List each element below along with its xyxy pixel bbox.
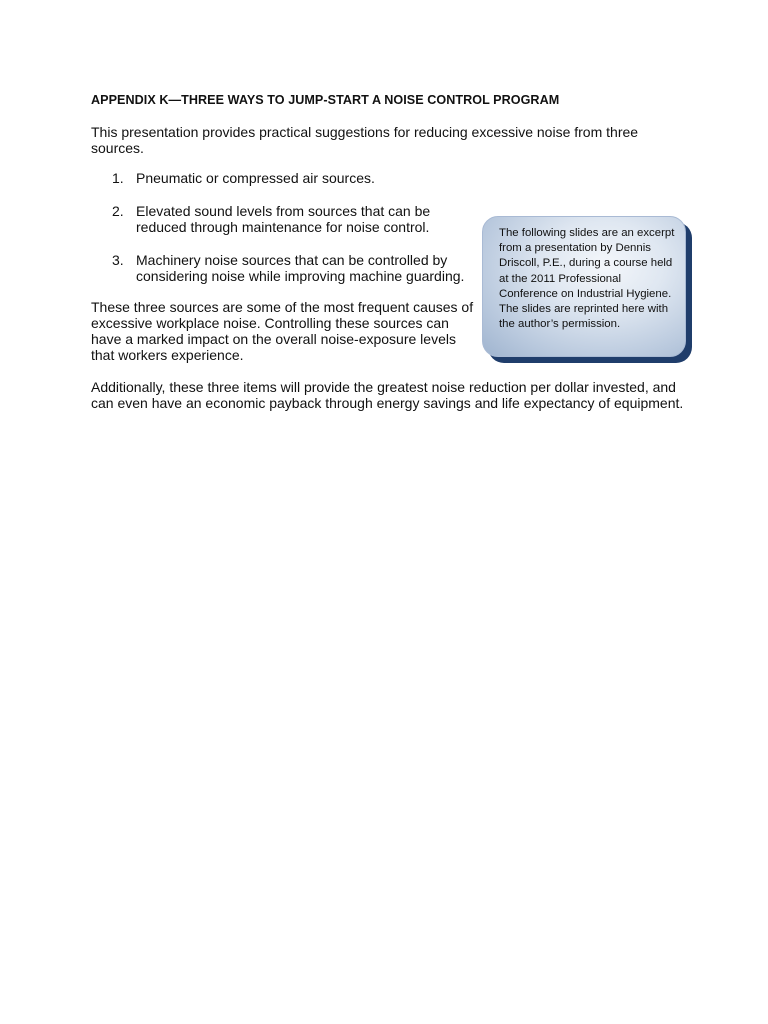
closing-paragraph: Additionally, these three items will provide the greatest noise reduction per dollar invested, and can even have an economic payback through energy savings and life expectancy of equipment. bbox=[91, 379, 684, 411]
callout-panel bbox=[482, 216, 686, 357]
list-item bbox=[91, 252, 481, 284]
sources-list bbox=[91, 170, 481, 301]
list-item-text: Machinery noise sources that can be controlled by considering noise while improving machine guarding. bbox=[136, 252, 465, 284]
body-paragraph: These three sources are some of the most frequent causes of excessive workplace noise. Controlling these sources can have a marked impact on the overall noise-exposure levels that workers experience. bbox=[91, 299, 474, 363]
callout-text: The following slides are an excerpt from a presentation by Dennis Driscoll, P.E., during a course held at the 2011 Professional Conference on Industrial Hygiene. The slides are reprinted here with the author’s permission. bbox=[499, 227, 675, 331]
intro-paragraph: This presentation provides practical suggestions for reducing excessive noise from three sources. bbox=[91, 124, 639, 156]
list-item-number: 1. bbox=[112, 170, 124, 186]
list-item-text: Pneumatic or compressed air sources. bbox=[136, 170, 375, 186]
appendix-heading: APPENDIX K—THREE WAYS TO JUMP-START A NOISE CONTROL PROGRAM bbox=[91, 93, 560, 107]
list-item-number: 2. bbox=[112, 203, 124, 219]
callout-box bbox=[482, 216, 692, 364]
list-item bbox=[91, 203, 481, 235]
list-item bbox=[91, 170, 481, 186]
list-item-number: 3. bbox=[112, 252, 124, 268]
list-item-text: Elevated sound levels from sources that can be reduced through maintenance for noise control. bbox=[136, 203, 431, 235]
